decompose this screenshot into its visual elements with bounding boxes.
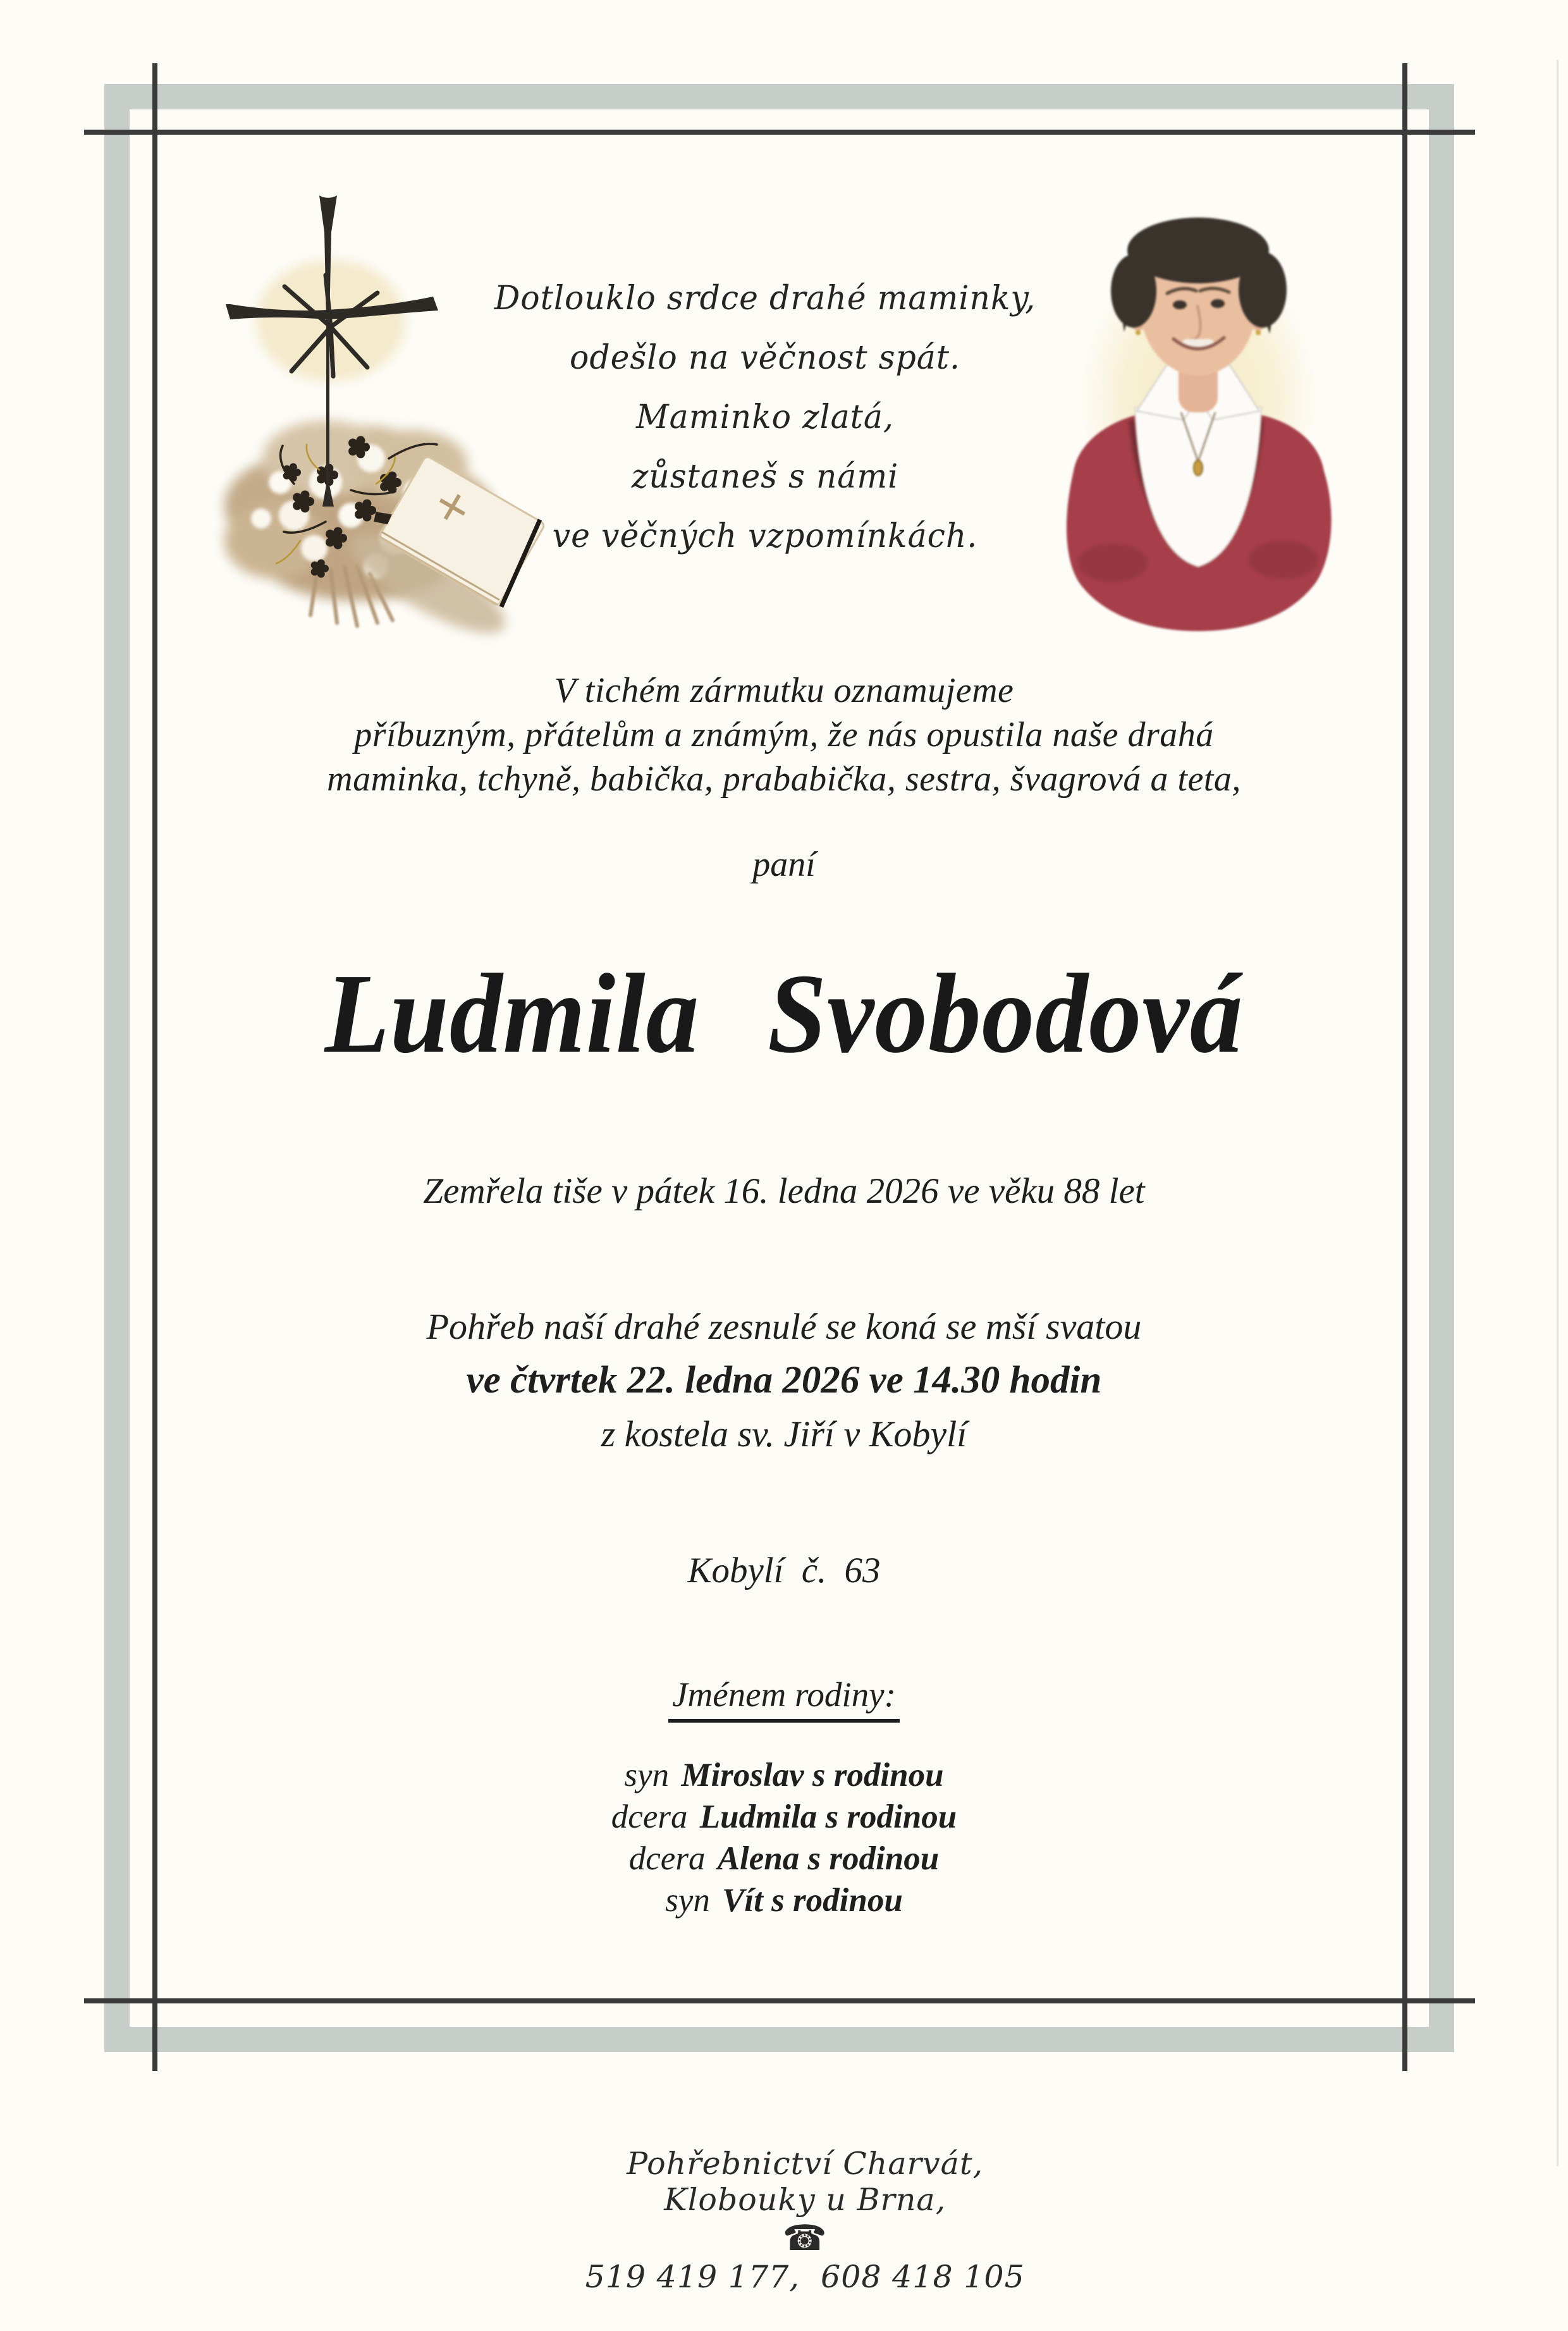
frame-gray-bottom [104, 2027, 1454, 2052]
funeral-line: Pohřeb naší drahé zesnulé se koná se mší svatou [426, 1306, 1142, 1347]
family-relation: syn [665, 1882, 710, 1919]
announcement-text [0, 668, 1568, 801]
announcement-line: V tichém zármutku oznamujeme [554, 671, 1014, 710]
deceased-name: Ludmila Svobodová [324, 950, 1244, 1076]
phone-icon: ☎ [782, 2218, 828, 2259]
family-relation: syn [624, 1757, 670, 1793]
funeral-date-time: ve čtvrtek 22. ledna 2026 ve 14.30 hodin [466, 1359, 1102, 1401]
poem-line: odešlo na věčnost spát. [569, 339, 961, 377]
family-list [0, 1754, 1568, 1921]
family-member-name: Miroslav s rodinou [681, 1757, 944, 1793]
funeral-home-city: Klobouky u Brna, [664, 2182, 946, 2218]
funeral-home-name: Pohřebnictví Charvát, [627, 2146, 984, 2182]
family-row [0, 1838, 1568, 1879]
family-relation: dcera [611, 1799, 688, 1835]
family-row [0, 1796, 1568, 1838]
frame-gray-top [104, 84, 1454, 109]
death-info: Zemřela tiše v pátek 16. ledna 2026 ve věku 88 let [423, 1171, 1145, 1211]
family-member-name: Vít s rodinou [722, 1882, 903, 1919]
family-row [0, 1754, 1568, 1796]
frame-line-bottom [84, 1998, 1475, 2003]
family-member-name: Alena s rodinou [717, 1840, 940, 1877]
memorial-poem [428, 269, 1103, 566]
family-member-name: Ludmila s rodinou [699, 1799, 957, 1835]
poem-line: zůstaneš s námi [631, 458, 899, 496]
family-relation: dcera [628, 1840, 706, 1877]
announcement-line: příbuzným, přátelům a známým, že nás opustila naše drahá [354, 715, 1214, 754]
phone-numbers: 519 419 177, 608 418 105 [585, 2259, 1025, 2295]
announcement-line: maminka, tchyně, babička, prababička, sestra, švagrová a teta, [327, 760, 1241, 799]
salutation: paní [752, 845, 816, 884]
funeral-home-footer [0, 2110, 1568, 2331]
funeral-church: z kostela sv. Jiří v Kobylí [601, 1413, 967, 1455]
home-address: Kobylí č. 63 [687, 1551, 881, 1590]
frame-line-top [84, 130, 1475, 135]
poem-line: Maminko zlatá, [636, 398, 894, 436]
family-row [0, 1879, 1568, 1921]
family-heading: Jménem rodiny: [0, 1675, 1568, 1714]
poem-line: Dotlouklo srdce drahé maminky, [494, 280, 1036, 317]
poem-line: ve věčných vzpomínkách. [552, 517, 978, 555]
funeral-details [0, 1300, 1568, 1461]
